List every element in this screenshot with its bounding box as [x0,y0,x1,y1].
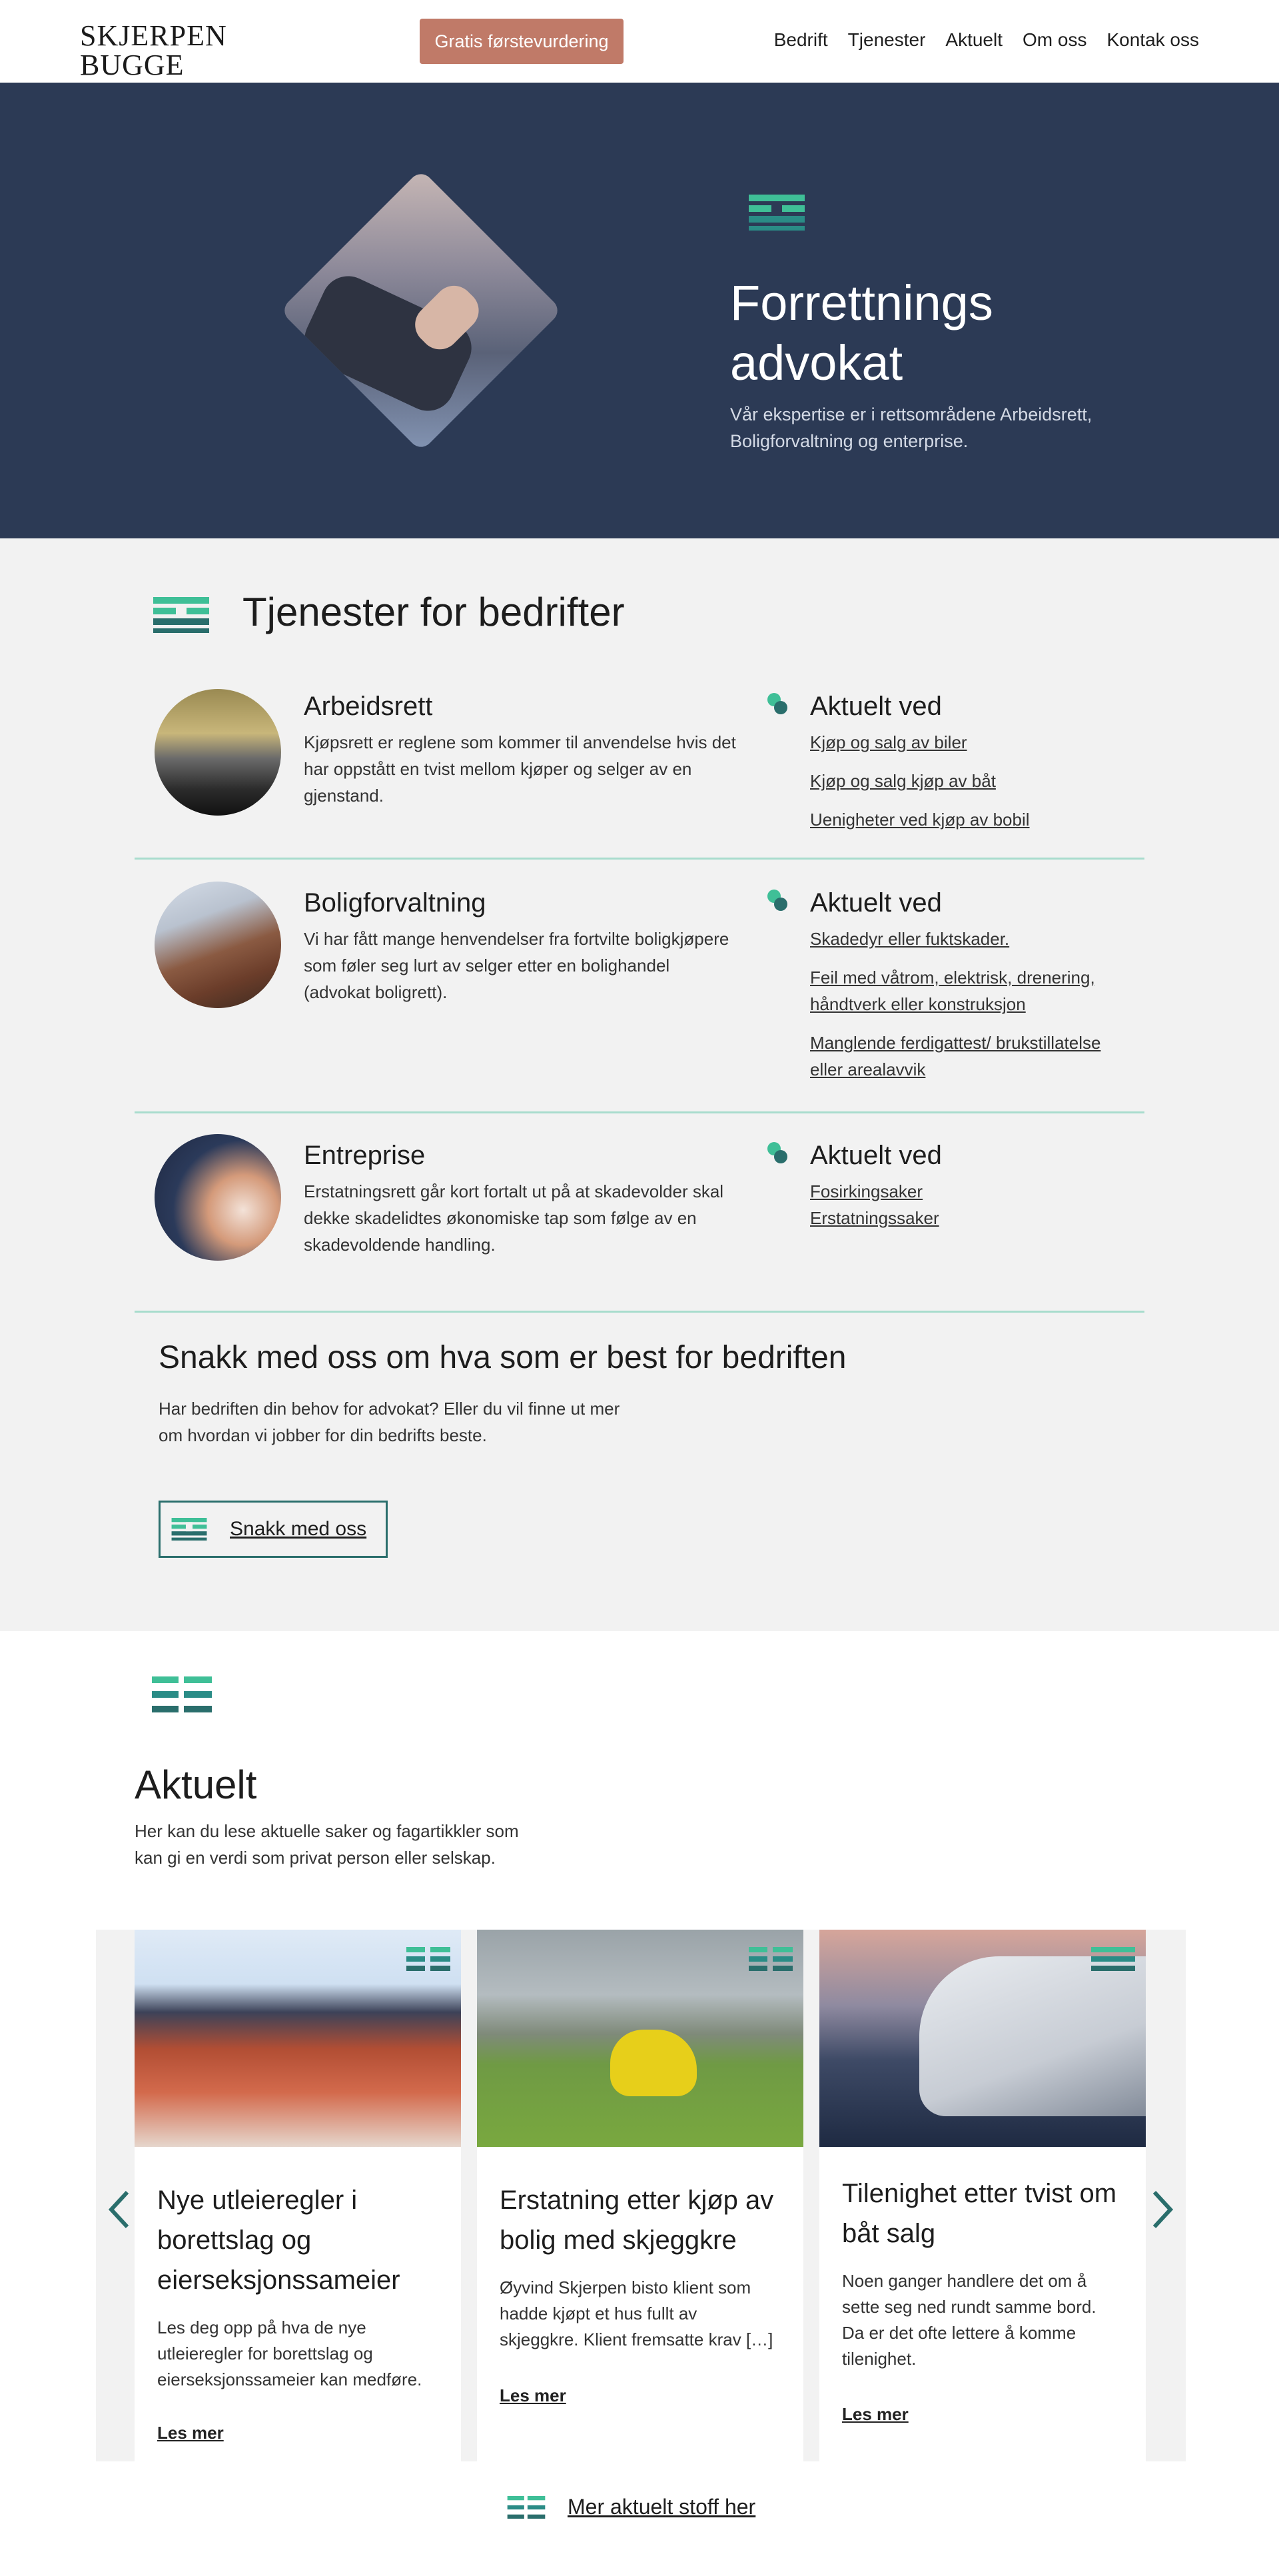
badge-icon [1091,1947,1135,1971]
free-assessment-button[interactable]: Gratis førstevurdering [420,19,624,64]
talk-description: Har bedriften din behov for advokat? Eller du vil finne ut mer om hvordan vi jobber for din bedrifts beste. [159,1399,620,1445]
card-description: Noen ganger handlere det om å sette seg ned rundt samme bord. Da er det ofte lettere å komme tilenighet. [842,2271,1096,2369]
more-news-link[interactable] [506,2495,755,2519]
aktuelt-title: Aktuelt ved [810,888,942,918]
hero-title [730,273,1130,393]
chevron-left-icon [107,2190,130,2230]
talk-button-label: Snakk med oss [230,1518,367,1540]
carousel-prev-button[interactable] [99,2183,139,2236]
card-description: Øyvind Skjerpen bisto klient som hadde kjøpt et hus fullt av skjeggkre. Klient fremsatte krav […] [500,2277,773,2349]
more-news-label: Mer aktuelt stoff her [568,2495,756,2519]
hero-description: Vår ekspertise er i rettsområdene Arbeidsrett, Boligforvaltning og enterprise. [730,404,1092,451]
dots-icon [767,1142,794,1169]
grid-lines-icon [506,2496,546,2519]
talk-button[interactable] [159,1501,388,1558]
read-more-link[interactable]: Les mer [157,2423,224,2443]
service-description: Erstatningsrett går kort fortalt ut på at skadevolder skal dekke skadelidtes økonomiske tap som følge av en skadevoldende handling. [304,1181,724,1255]
aktuelt-link[interactable]: Fosirkingsaker [810,1181,923,1201]
stack-lines-icon [749,195,805,231]
dots-icon [767,890,794,916]
card-description: Les deg opp på hva de nye utleieregler for borettslag og eierseksjonssameier kan medføre. [157,2317,422,2389]
hero-image [280,169,562,452]
logo-main: SKJERPEN BUGGE [80,19,227,81]
carousel-next-button[interactable] [1143,2183,1183,2236]
aktuelt-title: Aktuelt ved [810,1141,942,1170]
aktuelt-link[interactable]: Feil med våtrom, elektrisk, drenering, håndtverk eller konstruksjon [810,967,1095,1014]
card-title: Erstatning etter kjøp av bolig med skjeggkre [500,2186,774,2255]
service-name: Entreprise [304,1141,426,1170]
main-nav [774,29,1199,51]
badge-icon [749,1947,793,1971]
service-image-building [155,882,281,1008]
aktuelt-links [810,1178,1130,1231]
news-card[interactable] [135,1930,461,2461]
read-more-link[interactable]: Les mer [842,2404,909,2424]
aktuelt-link[interactable]: Kjøp og salg kjøp av båt [810,771,996,791]
nav-om-oss[interactable]: Om oss [1023,29,1087,50]
aktuelt-links [810,926,1130,1095]
grid-lines-icon [152,1676,212,1712]
hero-title-line2: advokat [730,335,903,390]
card-title: Tilenighet etter tvist om båt salg [842,2179,1117,2248]
stack-lines-icon [153,597,209,633]
hero-diamond-photo [280,169,562,452]
aktuelt-title: Aktuelt ved [810,692,942,721]
talk-title: Snakk med oss om hva som er best for bedriften [159,1340,847,1375]
dots-icon [767,693,794,720]
aktuelt-link[interactable]: Kjøp og salg av biler [810,732,967,752]
hero-title-line1: Forrettnings [730,275,993,330]
news-carousel [96,1930,1186,2461]
card-title: Nye utleieregler i borettslag og eierseksjonssameier [157,2186,400,2295]
badge-icon [406,1947,450,1971]
service-entreprise [135,1115,1144,1313]
services-title: Tjenester for bedrifter [242,590,625,634]
chevron-right-icon [1152,2190,1174,2230]
nav-kontakt[interactable]: Kontak oss [1106,29,1199,50]
aktuelt-link[interactable]: Manglende ferdigattest/ brukstillatelse eller arealavvik [810,1033,1101,1079]
aktuelt-link[interactable]: Erstatningssaker [810,1208,939,1228]
service-name: Arbeidsrett [304,692,433,721]
news-title: Aktuelt [135,1762,257,1807]
service-boligforvaltning [135,862,1144,1113]
service-image-handshake [155,1134,281,1261]
nav-tjenester[interactable]: Tjenester [847,29,926,50]
hero-section [0,83,1279,538]
news-card[interactable] [819,1930,1146,2461]
aktuelt-links [810,729,1130,845]
service-name: Boligforvaltning [304,888,486,918]
service-description: Vi har fått mange henvendelser fra fortvilte boligkjøpere som føler seg lurt av selger etter en bolighandel (advokat boligrett). [304,929,729,1002]
aktuelt-link[interactable]: Uenigheter ved kjøp av bobil [810,810,1030,830]
service-description: Kjøpsrett er reglene som kommer til anvendelse hvis det har oppstått en tvist mellom kjøper og selger av en gjenstand. [304,732,736,806]
site-header [0,0,1279,83]
aktuelt-link[interactable]: Skadedyr eller fuktskader. [810,929,1010,949]
service-image-car [155,689,281,816]
stack-lines-icon [171,1518,207,1541]
logo[interactable] [80,19,320,81]
news-description: Her kan du lese aktuelle saker og fagartikkler som kan gi en verdi som privat person eller selskap. [135,1821,519,1868]
nav-aktuelt[interactable]: Aktuelt [945,29,1003,50]
read-more-link[interactable]: Les mer [500,2385,566,2405]
services-section [0,538,1279,1631]
service-arbeidsrett [135,678,1144,860]
nav-bedrift[interactable]: Bedrift [773,29,828,50]
news-card[interactable] [477,1930,803,2461]
